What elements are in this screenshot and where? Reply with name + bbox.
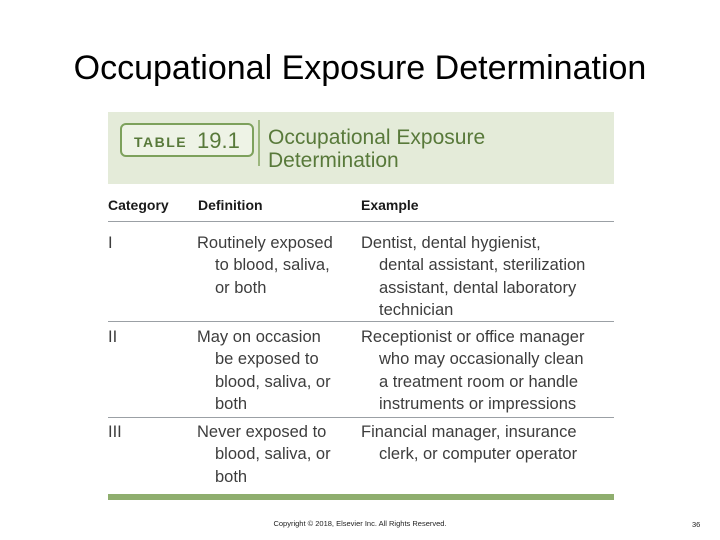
table-badge-word: TABLE [134, 134, 188, 150]
row-2-category: II [108, 328, 118, 346]
row-1-example [361, 232, 585, 321]
example-line: who may occasionally clean [379, 350, 584, 369]
example-line: Receptionist or office manager [361, 328, 585, 346]
table-header-band [108, 112, 614, 184]
column-header-definition: Definition [198, 197, 263, 213]
row-2-definition [197, 326, 331, 415]
row-3-example [361, 421, 577, 466]
slide-title: Occupational Exposure Determination [73, 49, 647, 87]
column-header-example: Example [361, 197, 419, 213]
column-header-category: Category [108, 197, 169, 213]
row-1-category: I [108, 234, 113, 252]
table-title [268, 126, 485, 172]
definition-line: be exposed to [215, 350, 319, 369]
row-3-definition [197, 421, 331, 488]
definition-line: to blood, saliva, [215, 256, 330, 275]
definition-line: both [215, 467, 248, 486]
example-line: assistant, dental laboratory [379, 278, 577, 297]
example-line: clerk, or computer operator [379, 445, 578, 464]
example-line: Financial manager, insurance [361, 423, 577, 441]
example-line: instruments or impressions [379, 394, 577, 413]
table-badge [120, 123, 254, 157]
row-3-category: III [108, 423, 122, 441]
table-title-line: Occupational Exposure [268, 126, 486, 149]
table-badge-number: 19.1 [197, 128, 240, 153]
definition-line: Never exposed to [197, 423, 327, 441]
definition-line: Routinely exposed [197, 234, 333, 252]
page-number: 36 [692, 520, 701, 529]
definition-line: both [215, 394, 248, 413]
table-figure [108, 112, 614, 500]
table-bottom-bar [108, 494, 614, 500]
example-line: dental assistant, sterilization [379, 256, 586, 275]
table-title-line: Determination [268, 149, 399, 172]
header-divider [108, 221, 614, 222]
row-1-definition [197, 232, 333, 299]
row-2-example [361, 326, 584, 415]
copyright-notice: Copyright © 2018, Elsevier Inc. All Rights Reserved. [273, 519, 447, 528]
definition-line: May on occasion [197, 328, 321, 346]
definition-line: blood, saliva, or [215, 372, 331, 391]
example-line: Dentist, dental hygienist, [361, 234, 541, 252]
row-divider [108, 321, 614, 322]
definition-line: or both [215, 278, 267, 297]
example-line: a treatment room or handle [379, 372, 579, 391]
row-divider [108, 417, 614, 418]
definition-line: blood, saliva, or [215, 445, 331, 464]
badge-divider [258, 120, 260, 166]
example-line: technician [379, 300, 454, 319]
